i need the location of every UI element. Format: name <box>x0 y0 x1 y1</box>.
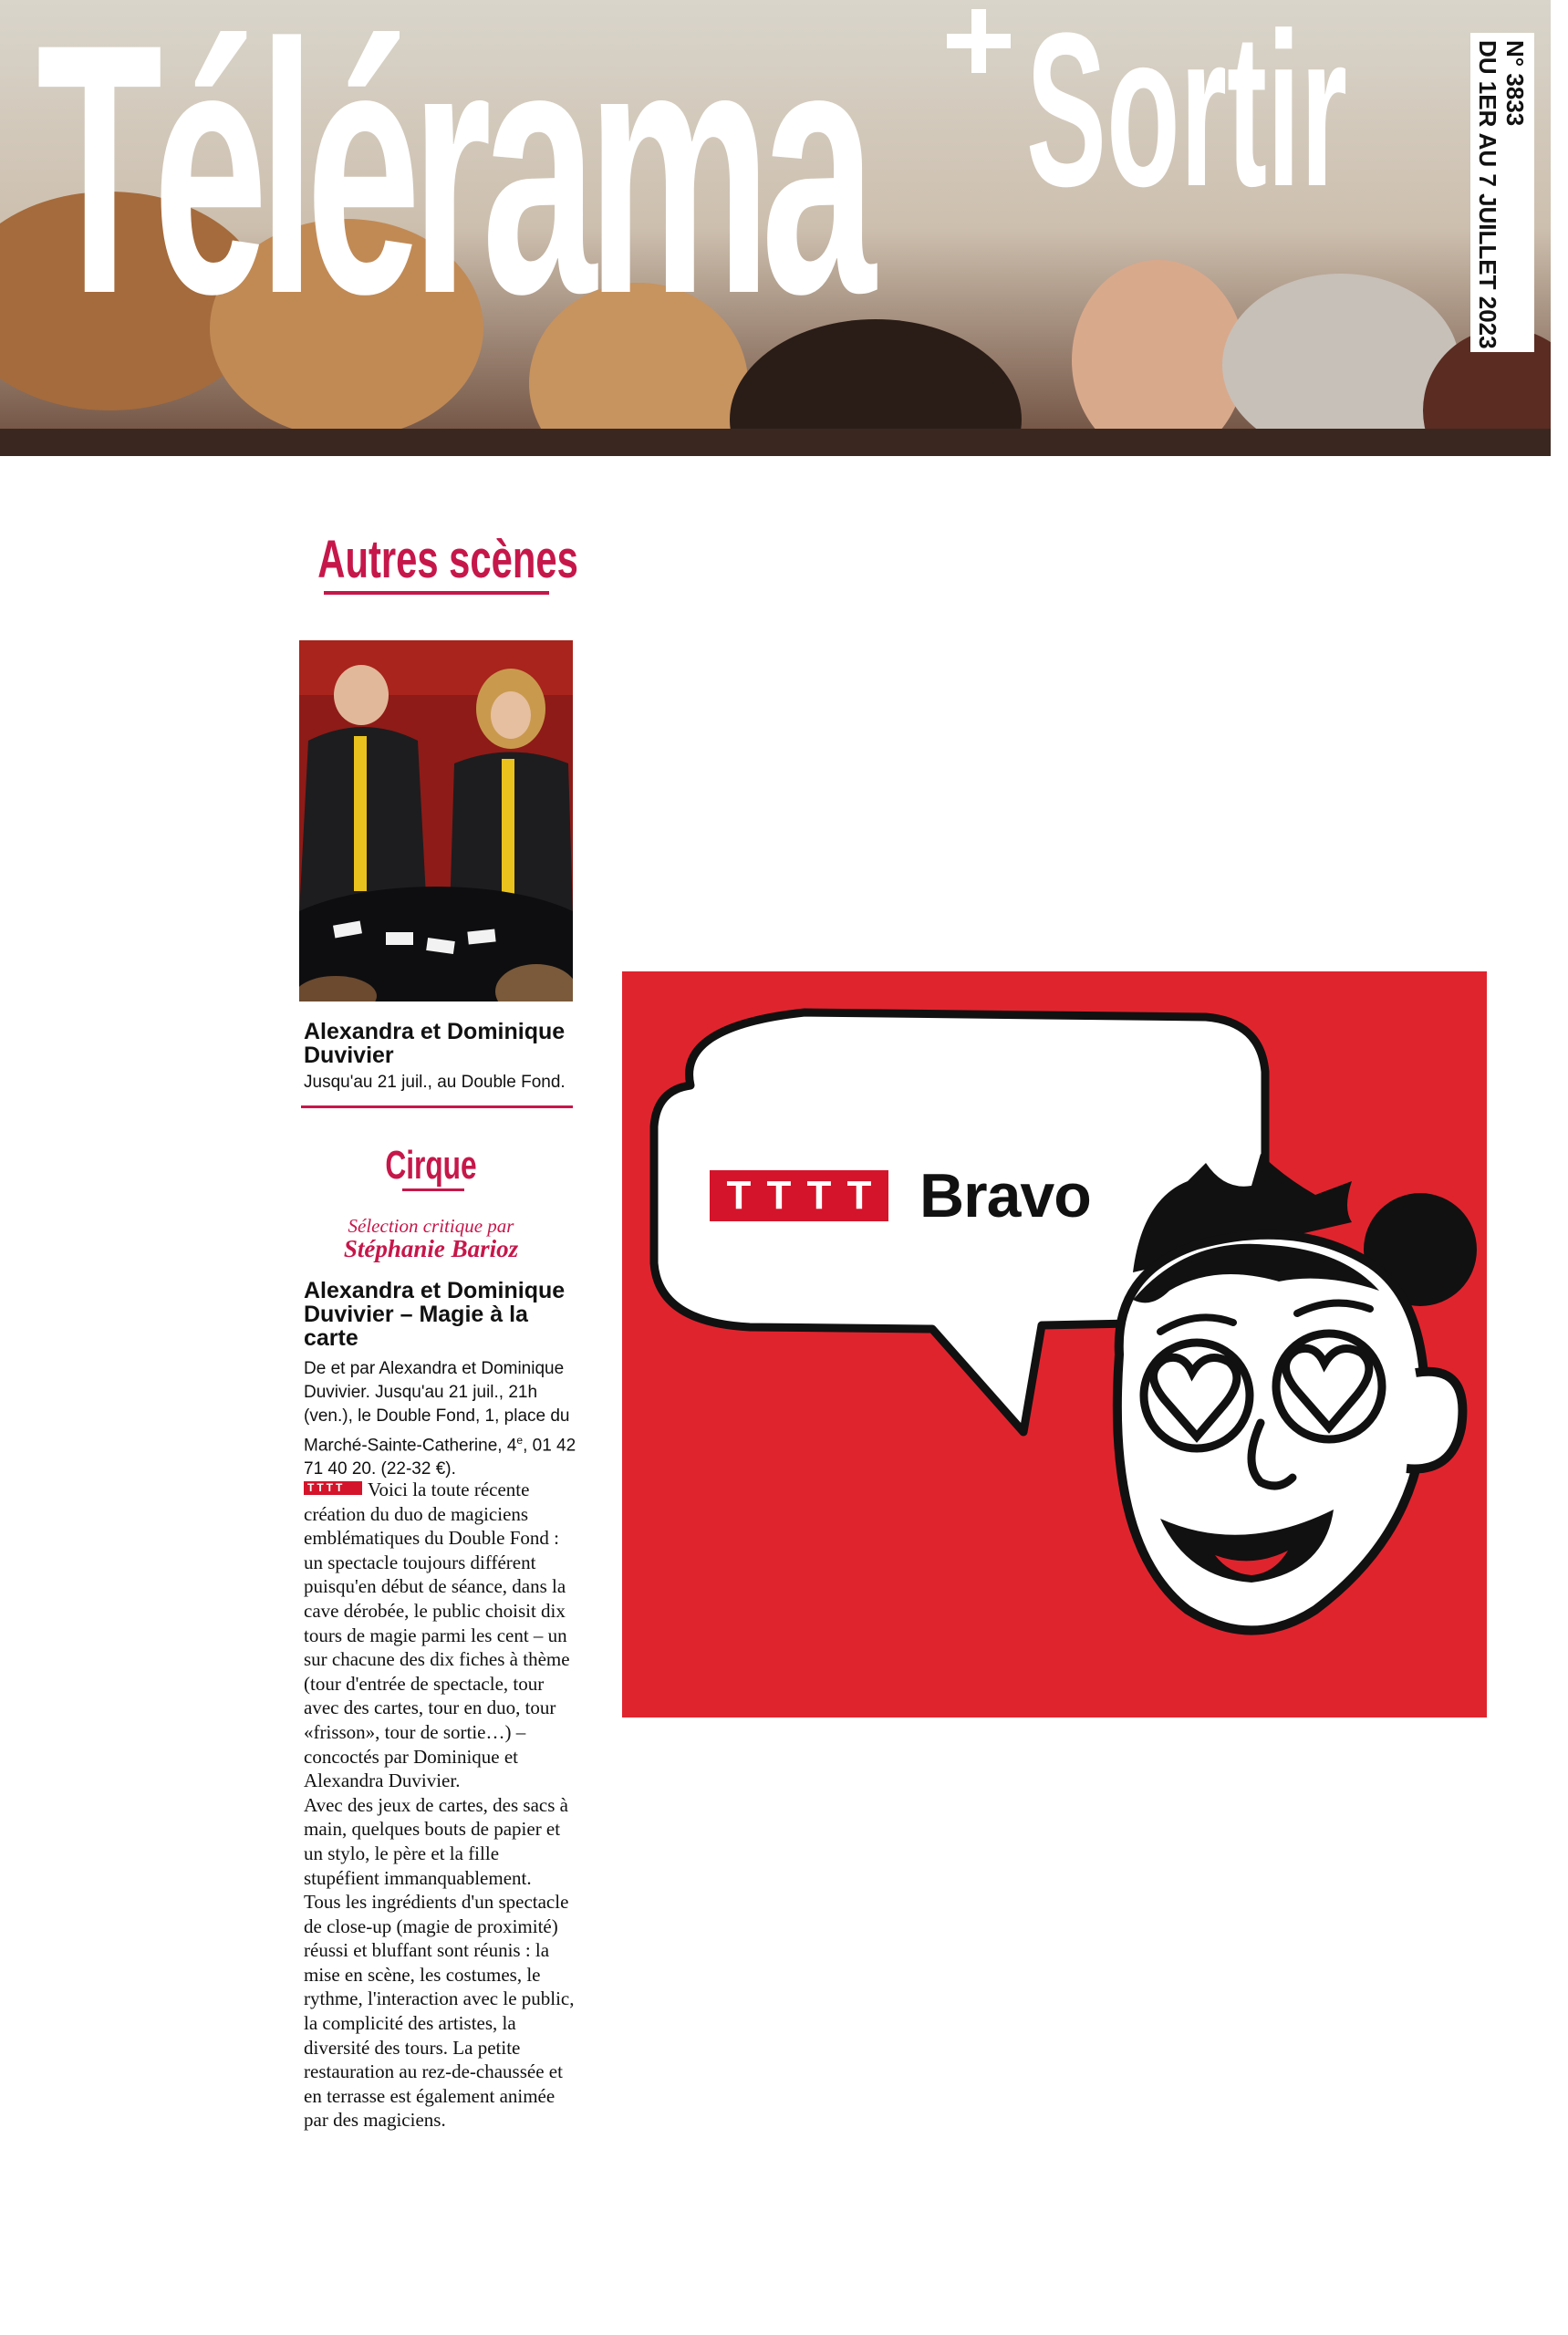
rating-letter: T <box>846 1173 872 1218</box>
show-title: Alexandra et Dominique Duvivier – Magie à la carte <box>304 1278 566 1351</box>
issue-dates: DU 1ER AU 7 JUILLET 2023 <box>1474 40 1501 349</box>
caption-rule <box>301 1105 573 1108</box>
bravo-label: Bravo <box>919 1161 1091 1230</box>
review-body <box>304 1478 577 2133</box>
review-paragraph: Avec des jeux de cartes, des sacs à main, quelques bouts de papier et un stylo, le père et la fille stupéfient immanquablement. <box>304 1793 568 1889</box>
article-column <box>274 493 588 2280</box>
section-rule <box>324 591 549 595</box>
section-heading-cirque: Cirque <box>385 1143 477 1188</box>
section-heading-autres-scenes: Autres scènes <box>317 530 578 589</box>
rating-mini-text: TTTT <box>307 1481 346 1494</box>
rating-mini-badge <box>304 1481 362 1495</box>
bravo-sticker <box>622 971 1487 1718</box>
show-info-text-2: , 01 42 71 40 20. (22-32 €). <box>304 1436 576 1479</box>
issue-number: N° 3833 <box>1501 40 1529 127</box>
rating-badge <box>710 1170 888 1221</box>
review-text-1: Voici la toute récente création du duo de magiciens emblématiques du Double Fond : un spectacle toujours différent puisqu'en début de séance, dans la cave dérobée, le public choisit dix tours de magie parmi les cent – un sur chacune des dix fiches à thème (tour d'entrée de spectacle, tour avec des cartes, tour en duo, tour «frisson», tour de sortie…) – concoctés par Dominique et Alexandra Duvivier. <box>304 1479 570 1792</box>
rating-letter: T <box>806 1173 832 1218</box>
magazine-logo: Télérama <box>36 0 867 368</box>
photo-caption-title: Alexandra et Dominique Duvivier <box>304 1019 566 1068</box>
character-face-icon <box>1117 1154 1477 1631</box>
rating-letter: T <box>766 1173 792 1218</box>
plus-icon <box>947 9 1011 73</box>
performers-photo <box>299 640 573 1001</box>
supplement-title: Sortir <box>1026 0 1348 232</box>
review-paragraph: Tous les ingrédients d'un spectacle de close-up (magie de proximité) réussi et bluffant sont réunis : la mise en scène, les costumes, le rythme, l'interaction avec le public, la complicité des artistes, la diversité des tours. La petite restauration au rez-de-chaussée et en terrasse est également animée par des magiciens. <box>304 1891 575 2132</box>
review-paragraph <box>304 1478 577 1793</box>
issue-label <box>1470 33 1534 352</box>
critic-name: Stéphanie Barioz <box>343 1235 519 1262</box>
rating-letter: T <box>726 1173 752 1218</box>
photo-caption-subtitle: Jusqu'au 21 juil., au Double Fond. <box>304 1073 566 1092</box>
critic-label: Sélection critique par <box>348 1215 514 1237</box>
masthead-banner <box>0 0 1551 456</box>
bravo-illustration <box>622 971 1487 1718</box>
show-info <box>304 1357 582 1481</box>
arrondissement-sup: e <box>516 1434 524 1447</box>
section-rule <box>402 1188 464 1191</box>
show-info-text: De et par Alexandra et Dominique Duvivier. Jusqu'au 21 juil., 21h (ven.), le Double Fond, 1, place du Marché-Sainte-Catherine, 4 <box>304 1359 570 1456</box>
